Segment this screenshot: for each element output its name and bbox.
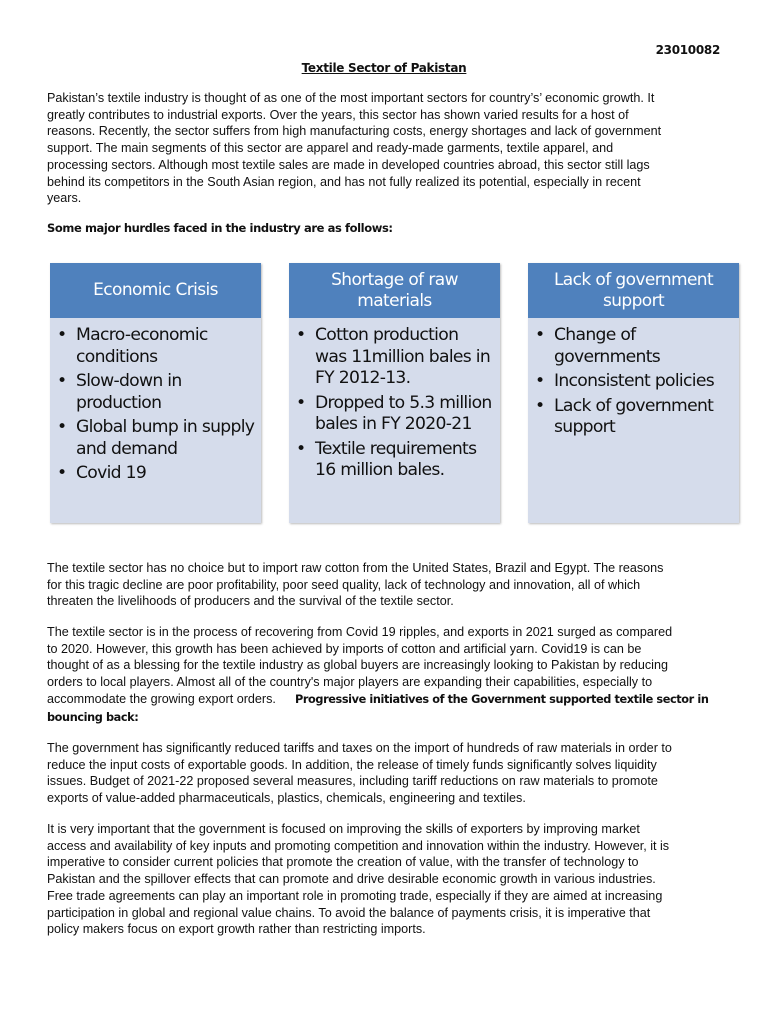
- text-line: participation in global and regional value chains. To avoid the balance of payments crisis, it is imperative that: [47, 905, 651, 920]
- text-line: behind its competitors in the South Asian region, and has not fully realized its potential, especially in recent: [47, 174, 641, 189]
- bullet-icon: •: [57, 463, 67, 483]
- hurdle-list: [289, 318, 500, 482]
- text-line: Pakistan’s textile industry is thought of as one of the most important sectors for country’s’ economic growth. It: [47, 91, 655, 105]
- hurdle-item: [57, 417, 255, 460]
- text-line: policy makers focus on export growth rather than restricting imports.: [47, 922, 426, 937]
- hurdle-item: [57, 371, 255, 414]
- text-line: The textile sector has no choice but to import raw cotton from the United States, Brazil and Egypt. The reasons: [47, 561, 664, 575]
- hurdle-item-text: Lack of government support: [554, 395, 714, 437]
- page-title: [0, 61, 768, 75]
- hurdle-item: [296, 438, 494, 482]
- recommendations-paragraph: [47, 821, 737, 938]
- hurdle-list: [528, 318, 739, 439]
- hurdle-box-raw-materials: [289, 263, 500, 523]
- bullet-icon: •: [535, 325, 545, 345]
- text-line: thought of as a blessing for the textile industry as global buyers are increasingly looking to Pakistan by reducing: [47, 658, 668, 673]
- text-line: issues. Budget of 2021-22 proposed several measures, including tariff reductions on raw materials to promote: [47, 774, 658, 789]
- hurdles-heading: Some major hurdles faced in the industry are as follows:: [47, 221, 393, 235]
- text-line: support. The main segments of this sector are apparel and ready-made garments, textile apparel, and: [47, 141, 614, 156]
- hurdle-item: [535, 395, 733, 439]
- text-line: imperative to consider current policies that promote the creation of value, with the transfer of technology to: [47, 855, 639, 870]
- hurdle-item: [296, 325, 494, 390]
- text-line: orders to local players. Almost all of the country's major players are expanding their capabilities, especially to: [47, 675, 653, 690]
- text-line: greatly contributes to industrial exports. Over the years, this sector has shown varied results for a host of: [47, 107, 629, 122]
- intro-paragraph: [47, 90, 737, 207]
- hurdle-box-economic-crisis: [50, 263, 261, 523]
- text-line: threaten the livelihoods of producers and the survival of the textile sector.: [47, 594, 454, 609]
- text-line: The textile sector is in the process of recovering from Covid 19 ripples, and exports in 2021 surged as compared: [47, 625, 673, 639]
- hurdle-item-text: Global bump in supply and demand: [76, 417, 255, 459]
- hurdle-item-text: Covid 19: [76, 463, 147, 483]
- text-line: Free trade agreements can play an important role in promoting trade, especially if they are aimed at increasing: [47, 888, 663, 903]
- hurdle-item-text: Cotton production was 11million bales in FY 2012-13.: [315, 325, 491, 388]
- document-id: 23010082: [655, 43, 720, 57]
- government-measures-paragraph: [47, 740, 737, 807]
- recovery-paragraph: [47, 624, 737, 729]
- hurdle-title: Lack of government support: [528, 263, 739, 318]
- hurdle-box-government-support: [528, 263, 739, 523]
- bullet-icon: •: [57, 417, 67, 437]
- import-paragraph: [47, 560, 737, 610]
- hurdle-title: Economic Crisis: [50, 263, 261, 318]
- bullet-icon: •: [535, 371, 545, 391]
- bullet-icon: •: [296, 438, 306, 459]
- hurdle-item-text: Dropped to 5.3 million bales in FY 2020-21: [315, 392, 492, 434]
- hurdle-item-text: Inconsistent policies: [554, 371, 714, 391]
- hurdle-title: Shortage of raw materials: [289, 263, 500, 318]
- hurdle-item: [535, 371, 733, 393]
- text-line: access and availability of key inputs and promoting competition and innovation within the industry. However, it is: [47, 838, 670, 853]
- hurdle-list: [50, 318, 261, 485]
- hurdle-item-text: Macro-economic conditions: [76, 325, 208, 367]
- hurdle-item-text: Textile requirements 16 million bales.: [315, 438, 477, 480]
- text-line: It is very important that the government is focused on improving the skills of exporters by improving market: [47, 822, 640, 836]
- text-line: accommodate the growing export orders.: [47, 691, 276, 706]
- hurdle-item-text: Change of governments: [554, 325, 661, 367]
- bullet-icon: •: [296, 392, 306, 413]
- initiatives-heading: Progressive initiatives of the Government supported textile sector in: [295, 692, 709, 706]
- hurdle-item: [57, 325, 255, 368]
- text-line: to 2020. However, this growth has been achieved by imports of cotton and artificial yarn. Covid19 is can be: [47, 641, 642, 656]
- hurdle-item: [535, 325, 733, 368]
- bullet-icon: •: [57, 371, 67, 391]
- text-line: for this tragic decline are poor profitability, poor seed quality, lack of technology and innovation, all of which: [47, 577, 641, 592]
- text-line: reasons. Recently, the sector suffers from high manufacturing costs, energy shortages and lack of government: [47, 124, 662, 139]
- hurdle-item-text: Slow-down in production: [76, 371, 182, 413]
- page-title-text: Textile Sector of Pakistan: [301, 61, 467, 75]
- initiatives-heading-line: [295, 691, 737, 709]
- text-line: years.: [47, 191, 82, 206]
- text-line: Pakistan and the spillover effects that can promote and drive desirable economic growth in various industries.: [47, 872, 656, 887]
- text-line: exports of value-added pharmaceuticals, plastics, chemicals, engineering and textiles.: [47, 791, 526, 806]
- bullet-icon: •: [296, 325, 306, 345]
- initiatives-heading-cont: bouncing back:: [47, 710, 139, 724]
- text-line: reduce the input costs of exportable goods. In addition, the release of timely funds significantly solves liquidity: [47, 757, 657, 772]
- bullet-icon: •: [57, 325, 67, 345]
- text-line: processing sectors. Although most textile sales are made in developed countries abroad, this sector still lags: [47, 157, 650, 172]
- hurdle-item: [296, 392, 494, 436]
- bullet-icon: •: [535, 395, 545, 416]
- initiatives-heading-line-2: [47, 709, 737, 729]
- hurdle-item: [57, 463, 255, 485]
- text-line: The government has significantly reduced tariffs and taxes on the import of hundreds of raw materials in order to: [47, 741, 672, 755]
